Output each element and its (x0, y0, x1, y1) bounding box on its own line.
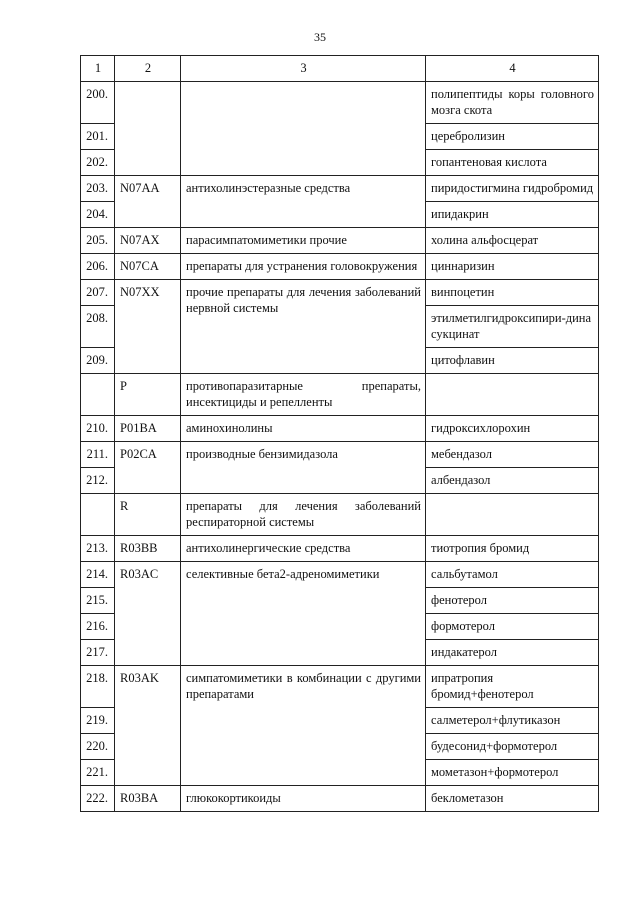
drug-group: парасимпатомиметики прочие (181, 228, 426, 254)
drug-name: албендазол (426, 468, 599, 494)
row-number: 212. (81, 468, 115, 494)
drug-group: антихолинергические средства (181, 536, 426, 562)
row-number: 208. (81, 306, 115, 348)
drug-name: этилметилгидроксипири-дина сукцинат (426, 306, 599, 348)
table-row (81, 442, 599, 468)
row-number: 201. (81, 124, 115, 150)
atc-code: N07CA (115, 254, 181, 280)
row-number: 221. (81, 760, 115, 786)
drug-group: препараты для устранения головокружения (181, 254, 426, 280)
table-row (81, 254, 599, 280)
drug-name: винпоцетин (426, 280, 599, 306)
drug-name: формотерол (426, 614, 599, 640)
row-number: 215. (81, 588, 115, 614)
row-number: 219. (81, 708, 115, 734)
drug-name: гопантеновая кислота (426, 150, 599, 176)
row-number: 217. (81, 640, 115, 666)
table-row (81, 786, 599, 812)
row-number: 209. (81, 348, 115, 374)
drug-group: противопаразитарные препараты, инсектициды и репелленты (181, 374, 426, 416)
drug-group: прочие препараты для лечения заболеваний нервной системы (181, 280, 426, 374)
drug-name: салметерол+флутиказон (426, 708, 599, 734)
row-number: 202. (81, 150, 115, 176)
row-number: 200. (81, 82, 115, 124)
row-number: 216. (81, 614, 115, 640)
table-row (81, 536, 599, 562)
section-row (81, 374, 599, 416)
drug-name: индакатерол (426, 640, 599, 666)
drug-group: аминохинолины (181, 416, 426, 442)
row-number: 204. (81, 202, 115, 228)
drug-name: будесонид+формотерол (426, 734, 599, 760)
row-number: 214. (81, 562, 115, 588)
table-row (81, 416, 599, 442)
drug-name: гидроксихлорохин (426, 416, 599, 442)
drug-name: циннаризин (426, 254, 599, 280)
table-row (81, 666, 599, 708)
drug-name: мометазон+формотерол (426, 760, 599, 786)
row-number: 213. (81, 536, 115, 562)
row-number: 210. (81, 416, 115, 442)
section-row (81, 494, 599, 536)
atc-code: N07AA (115, 176, 181, 228)
drug-name: мебендазол (426, 442, 599, 468)
drug-name: полипептиды коры головного мозга скота (426, 82, 599, 124)
drug-name: пиридостигмина гидробромид (426, 176, 599, 202)
row-number: 206. (81, 254, 115, 280)
drug-group (181, 82, 426, 176)
column-header: 1 (81, 56, 115, 82)
table-row (81, 228, 599, 254)
drug-table (80, 55, 599, 812)
drug-name: холина альфосцерат (426, 228, 599, 254)
row-number: 222. (81, 786, 115, 812)
atc-code: N07AX (115, 228, 181, 254)
header-row (81, 56, 599, 82)
row-number: 205. (81, 228, 115, 254)
atc-code: P (115, 374, 181, 416)
drug-group: селективные бета2-адреномиметики (181, 562, 426, 666)
table-row (81, 280, 599, 306)
atc-code: R03AC (115, 562, 181, 666)
drug-name: тиотропия бромид (426, 536, 599, 562)
row-number: 207. (81, 280, 115, 306)
drug-group: производные бензимидазола (181, 442, 426, 494)
drug-name: ипидакрин (426, 202, 599, 228)
page-number: 35 (314, 30, 326, 44)
row-number: 203. (81, 176, 115, 202)
atc-code: R03BA (115, 786, 181, 812)
row-number (81, 494, 115, 536)
atc-code (115, 82, 181, 176)
column-header: 4 (426, 56, 599, 82)
row-number: 218. (81, 666, 115, 708)
atc-code: P01BA (115, 416, 181, 442)
row-number: 220. (81, 734, 115, 760)
drug-group: препараты для лечения заболеваний респираторной системы (181, 494, 426, 536)
atc-code: N07XX (115, 280, 181, 374)
atc-code: P02CA (115, 442, 181, 494)
table-row (81, 82, 599, 124)
drug-group: симпатомиметики в комбинации с другими препаратами (181, 666, 426, 786)
atc-code: R03BB (115, 536, 181, 562)
column-header: 2 (115, 56, 181, 82)
drug-group: антихолинэстеразные средства (181, 176, 426, 228)
drug-name: сальбутамол (426, 562, 599, 588)
row-number (81, 374, 115, 416)
atc-code: R (115, 494, 181, 536)
drug-name (426, 374, 599, 416)
drug-name: цитофлавин (426, 348, 599, 374)
row-number: 211. (81, 442, 115, 468)
drug-name: церебролизин (426, 124, 599, 150)
drug-name: беклометазон (426, 786, 599, 812)
drug-name: фенотерол (426, 588, 599, 614)
drug-name (426, 494, 599, 536)
atc-code: R03AK (115, 666, 181, 786)
column-header: 3 (181, 56, 426, 82)
table-row (81, 176, 599, 202)
drug-group: глюкокортикоиды (181, 786, 426, 812)
drug-name: ипратропия бромид+фенотерол (426, 666, 599, 708)
table-row (81, 562, 599, 588)
